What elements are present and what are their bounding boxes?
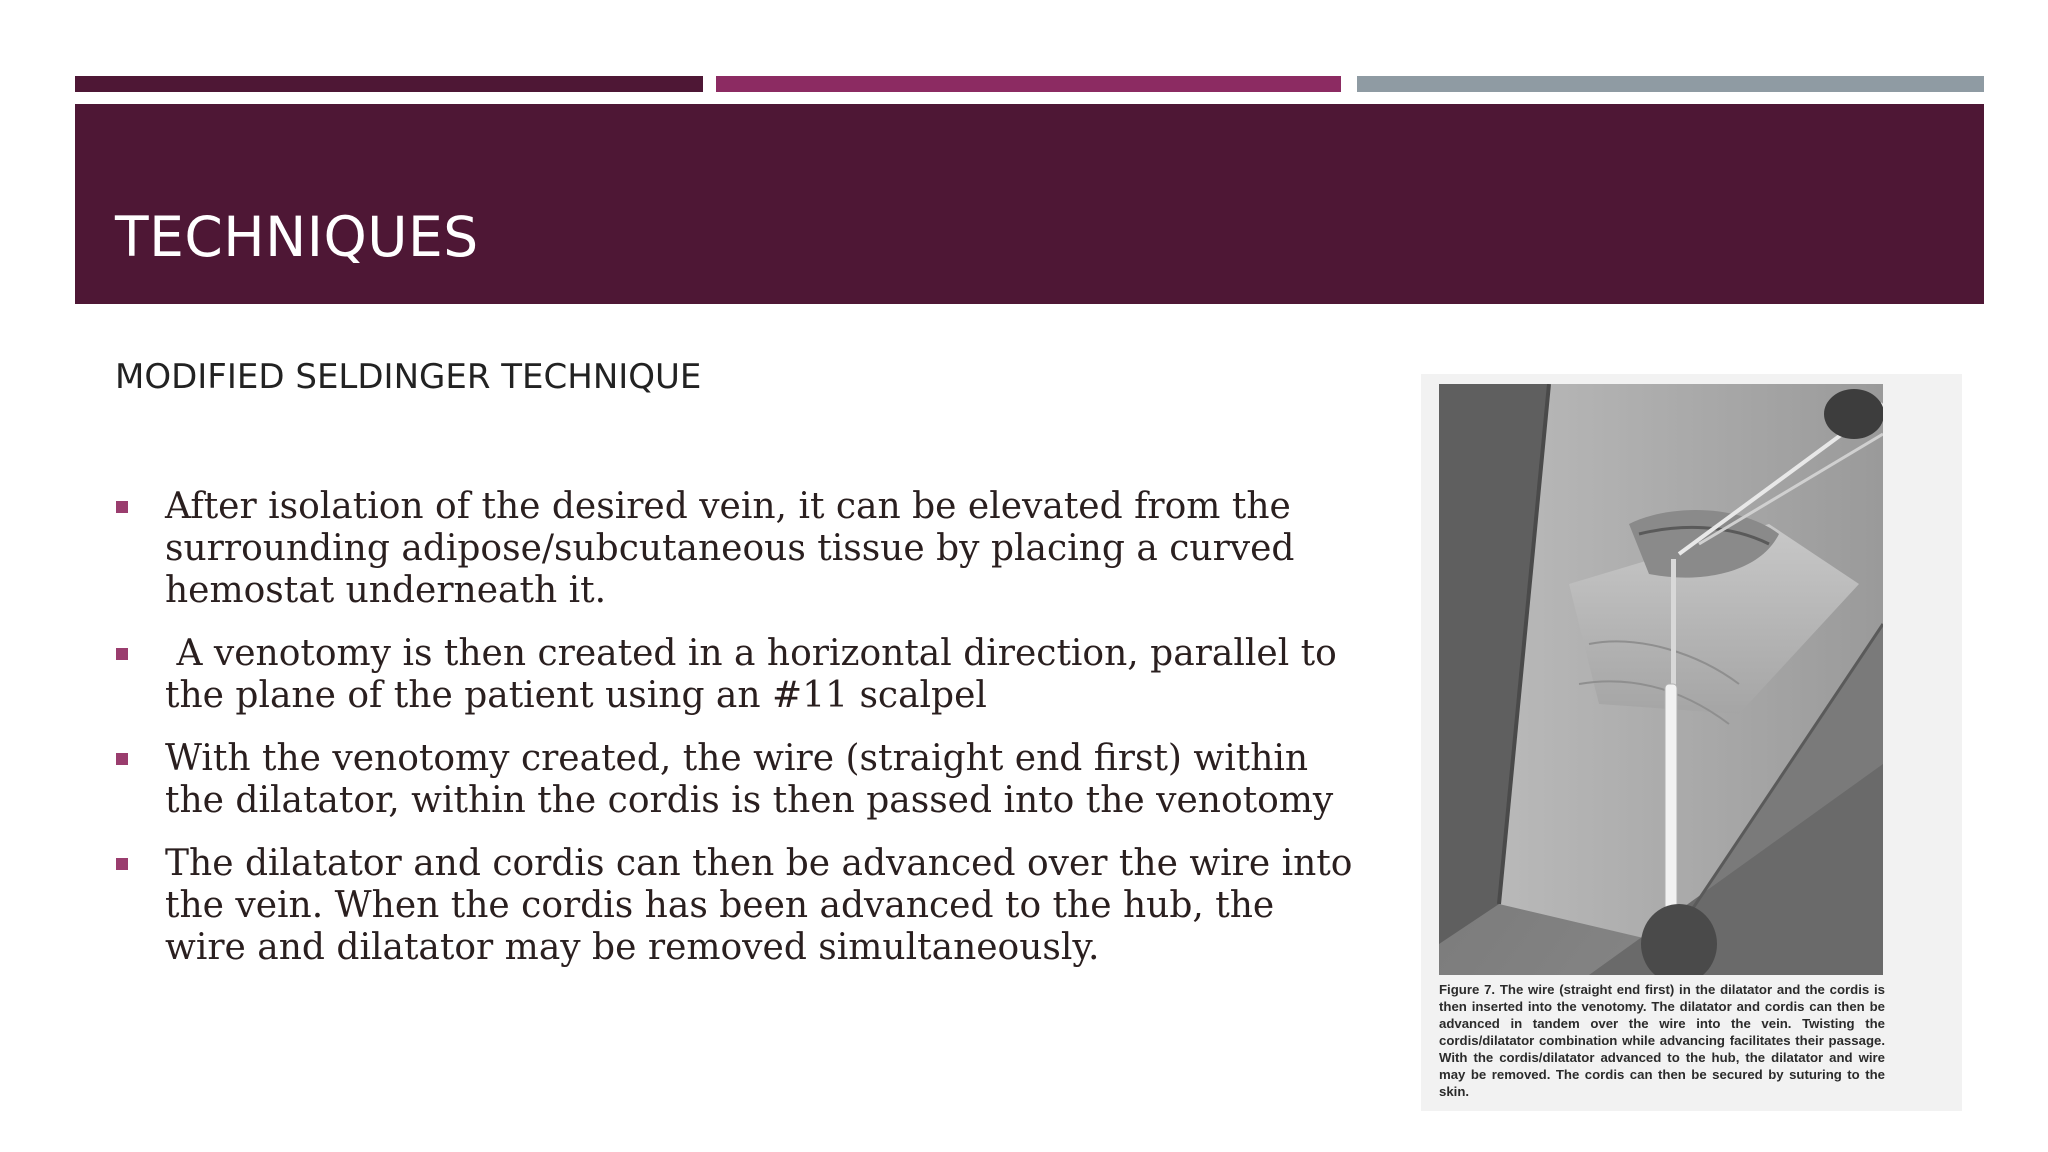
accent-bar-right xyxy=(1357,76,1984,92)
bullet-list xyxy=(115,486,1355,990)
bullet-text: The dilatator and cordis can then be advanced over the wire into the vein. When the cordis has been advanced to the hub, the wire and dilatator may be removed simultaneously. xyxy=(165,843,1353,968)
slide-subtitle: MODIFIED SELDINGER TECHNIQUE xyxy=(115,357,702,397)
bullet-item xyxy=(115,633,1355,717)
surgical-photo xyxy=(1439,384,1883,975)
bullet-text: A venotomy is then created in a horizontal direction, parallel to the plane of the patient using an #11 scalpel xyxy=(165,633,1349,716)
accent-bar-middle xyxy=(716,76,1341,92)
slide-title: TECHNIQUES xyxy=(115,205,479,269)
bullet-item xyxy=(115,843,1355,969)
bullet-text: After isolation of the desired vein, it can be elevated from the surrounding adipose/subcutaneous tissue by placing a curved hemostat underneath it. xyxy=(165,486,1295,611)
bullet-item xyxy=(115,486,1355,612)
figure xyxy=(1421,374,1962,1111)
square-bullet-icon xyxy=(116,648,128,660)
square-bullet-icon xyxy=(116,858,128,870)
square-bullet-icon xyxy=(116,753,128,765)
square-bullet-icon xyxy=(116,501,128,513)
figure-caption: Figure 7. The wire (straight end first) in the dilatator and the cordis is then inserted into the venotomy. The dilatator and cordis can then be advanced in tandem over the wire into the vein. Twisting the cordis/dilatator combination while advancing facilitates their passage. With the cordis/dilatator advanced to the hub, the dilatator and wire may be removed. The cordis can then be secured by suturing to the skin. xyxy=(1439,982,1885,1099)
bullet-item xyxy=(115,738,1355,822)
title-band xyxy=(75,104,1984,304)
bullet-text: With the venotomy created, the wire (straight end first) within the dilatator, within the cordis is then passed into the venotomy xyxy=(165,738,1334,821)
accent-bar-left xyxy=(75,76,703,92)
